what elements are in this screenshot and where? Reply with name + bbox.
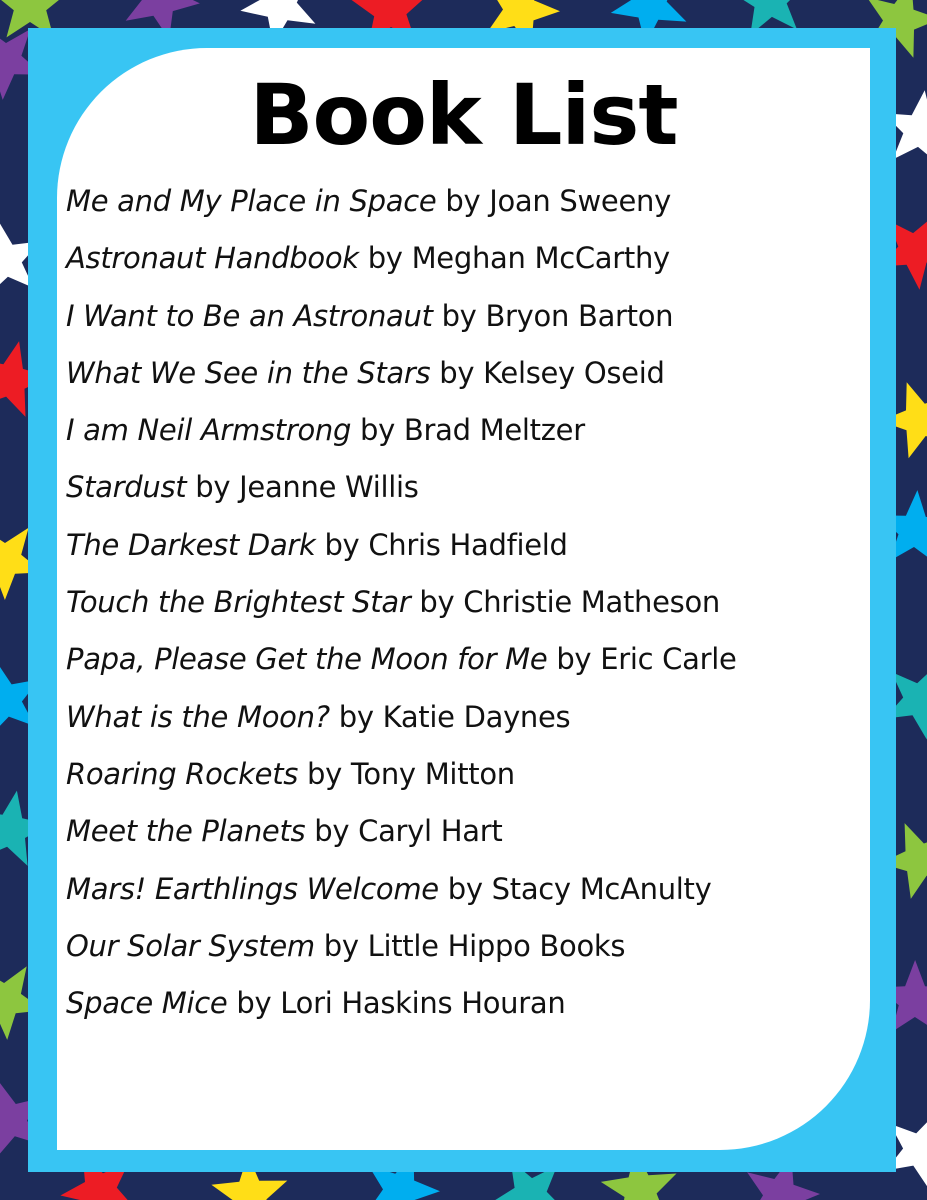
book-author: by Chris Hadfield bbox=[324, 527, 568, 562]
book-author: by Brad Meltzer bbox=[360, 413, 585, 448]
list-item bbox=[66, 929, 737, 986]
list-item bbox=[66, 642, 737, 699]
book-list bbox=[66, 184, 737, 1043]
book-title: Meet the Planets bbox=[66, 814, 306, 849]
list-item bbox=[66, 184, 737, 241]
book-author: by Joan Sweeny bbox=[445, 184, 671, 218]
book-title: I Want to Be an Astronaut bbox=[66, 298, 433, 333]
list-item bbox=[66, 241, 737, 298]
book-author: by Jeanne Willis bbox=[195, 470, 419, 505]
book-author: by Eric Carle bbox=[556, 642, 737, 677]
book-author: by Katie Daynes bbox=[338, 699, 571, 734]
book-title: I am Neil Armstrong bbox=[66, 413, 352, 448]
book-author: by Lori Haskins Houran bbox=[236, 986, 566, 1021]
list-item bbox=[66, 470, 737, 527]
book-author: by Tony Mitton bbox=[307, 756, 515, 791]
book-author: by Bryon Barton bbox=[441, 298, 674, 333]
book-author: by Stacy McAnulty bbox=[447, 871, 712, 906]
list-item bbox=[66, 700, 737, 757]
list-item bbox=[66, 585, 737, 642]
book-author: by Christie Matheson bbox=[419, 585, 721, 620]
list-item bbox=[66, 757, 737, 814]
list-item bbox=[66, 356, 737, 413]
list-item bbox=[66, 986, 737, 1043]
book-title: Our Solar System bbox=[66, 928, 315, 963]
book-author: by Meghan McCarthy bbox=[367, 241, 670, 276]
book-title: Stardust bbox=[66, 470, 187, 505]
book-title: Touch the Brightest Star bbox=[66, 585, 411, 620]
list-item bbox=[66, 413, 737, 470]
book-author: by Little Hippo Books bbox=[323, 928, 626, 963]
book-title: Papa, Please Get the Moon for Me bbox=[66, 642, 548, 677]
book-author: by Caryl Hart bbox=[314, 814, 503, 849]
book-title: What We See in the Stars bbox=[66, 355, 431, 390]
book-title: Space Mice bbox=[66, 986, 228, 1021]
book-title: Mars! Earthlings Welcome bbox=[66, 871, 439, 906]
book-author: by Kelsey Oseid bbox=[439, 355, 665, 390]
book-title: What is the Moon? bbox=[66, 699, 330, 734]
book-title: Me and My Place in Space bbox=[66, 184, 437, 218]
list-item bbox=[66, 872, 737, 929]
list-item bbox=[66, 299, 737, 356]
book-title: The Darkest Dark bbox=[66, 527, 316, 562]
list-item bbox=[66, 814, 737, 871]
page-title: Book List bbox=[249, 66, 678, 164]
book-title: Roaring Rockets bbox=[66, 756, 299, 791]
list-item bbox=[66, 528, 737, 585]
book-title: Astronaut Handbook bbox=[66, 241, 359, 276]
